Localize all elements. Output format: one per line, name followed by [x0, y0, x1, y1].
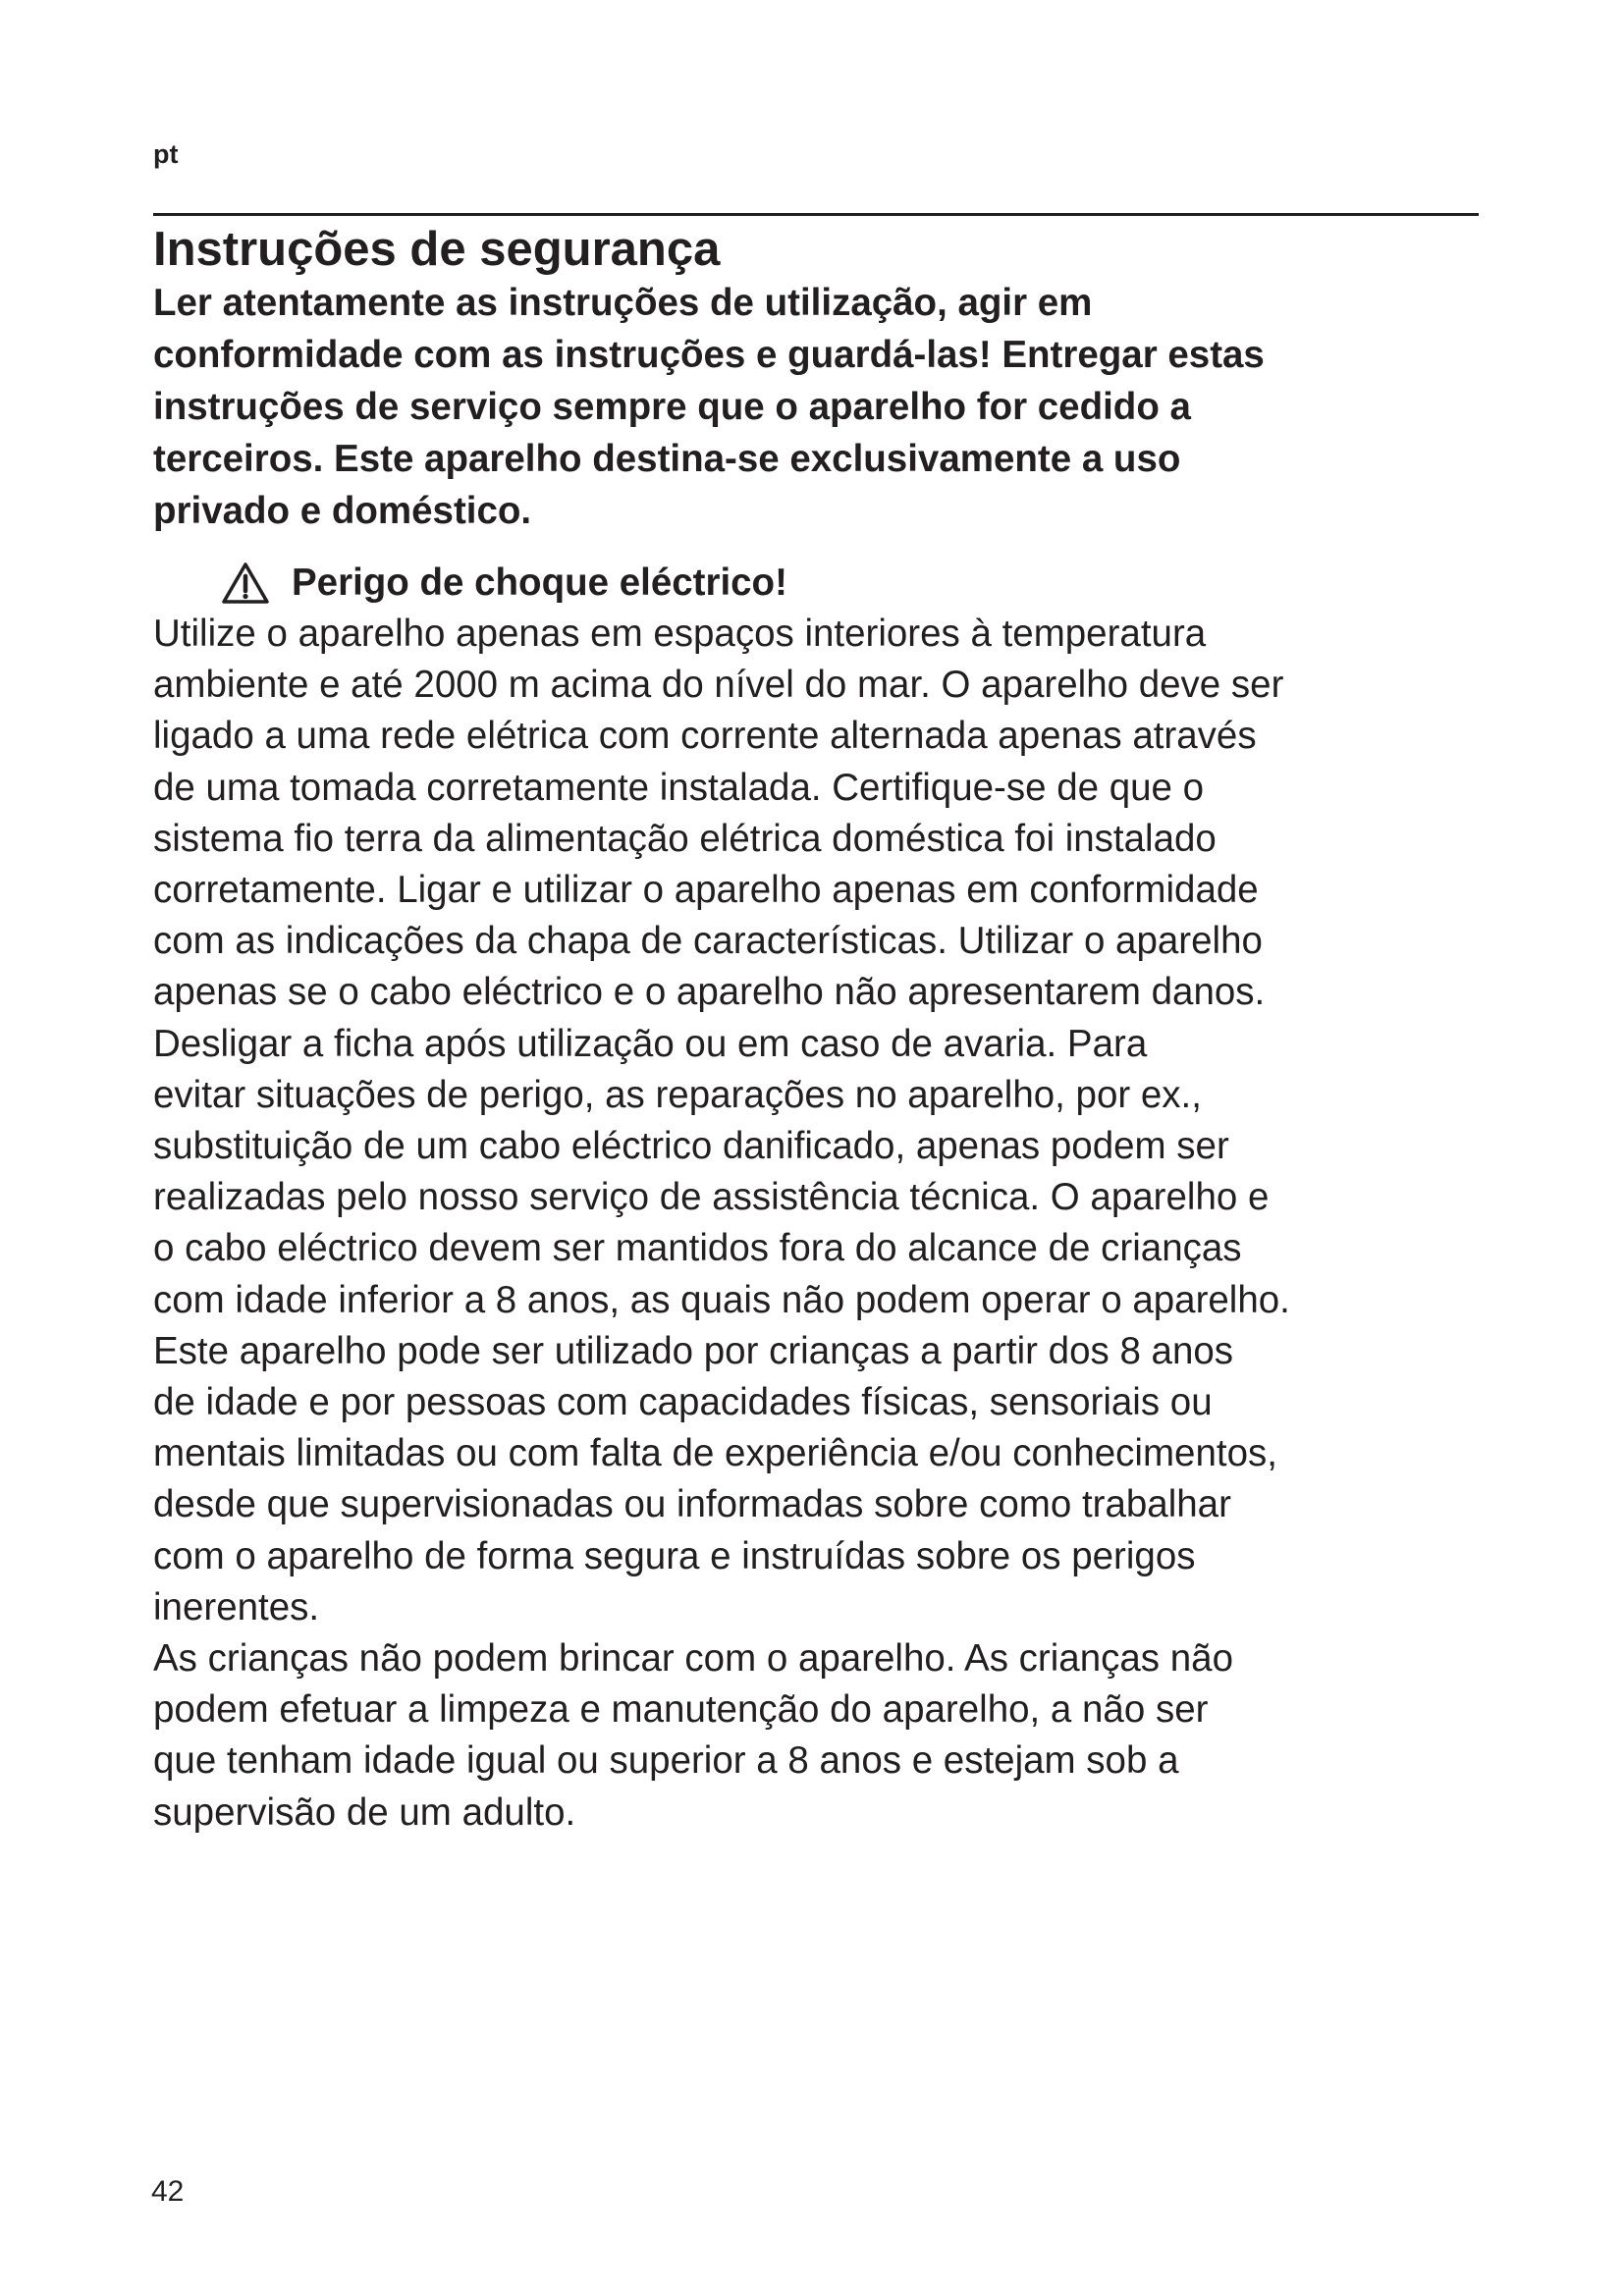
body-line: realizadas pelo nosso serviço de assistência técnica. O aparelho e: [153, 1176, 1270, 1219]
warning-heading: Perigo de choque eléctrico!: [292, 561, 787, 604]
body-line: com as indicações da chapa de características. Utilizar o aparelho: [153, 920, 1263, 963]
body-line: sistema fio terra da alimentação elétrica doméstica foi instalado: [153, 817, 1217, 860]
language-tag: pt: [153, 139, 179, 169]
body-line: inerentes.: [153, 1585, 320, 1629]
body-line: mentais limitadas ou com falta de experiência e/ou conhecimentos,: [153, 1432, 1277, 1475]
body-line: podem efetuar a limpeza e manutenção do aparelho, a não ser: [153, 1688, 1209, 1732]
body-line: que tenham idade igual ou superior a 8 anos e estejam sob a: [153, 1739, 1179, 1783]
body-line: Desligar a ficha após utilização ou em caso de avaria. Para: [153, 1022, 1148, 1065]
intro-paragraph: [153, 277, 1528, 537]
body-line: de uma tomada corretamente instalada. Certifique-se de que o: [153, 766, 1205, 809]
intro-line: conformidade com as instruções e guardá-las! Entregar estas: [153, 334, 1265, 376]
body-line: As crianças não podem brincar com o aparelho. As crianças não: [153, 1637, 1233, 1681]
safety-section: [153, 222, 1528, 1839]
body-line: Utilize o aparelho apenas em espaços interiores à temperatura: [153, 613, 1207, 655]
body-line: supervisão de um adulto.: [153, 1790, 576, 1834]
intro-line: instruções de serviço sempre que o aparelho for cedido a: [153, 386, 1191, 428]
body-line: Este aparelho pode ser utilizado por crianças a partir dos 8 anos: [153, 1329, 1234, 1372]
body-line: de idade e por pessoas com capacidades físicas, sensoriais ou: [153, 1381, 1213, 1424]
intro-line: terceiros. Este aparelho destina-se exclusivamente a uso: [153, 438, 1181, 480]
body-line: substituição de um cabo eléctrico danificado, apenas podem ser: [153, 1125, 1229, 1168]
warning-triangle-icon: [221, 561, 292, 605]
intro-line: privado e doméstico.: [153, 490, 532, 532]
header-divider: [153, 213, 1479, 216]
body-line: apenas se o cabo eléctrico e o aparelho não apresentarem danos.: [153, 971, 1266, 1014]
section-title: Instruções de segurança: [153, 223, 721, 276]
body-paragraph: [153, 609, 1528, 1839]
intro-line: Ler atentamente as instruções de utilização, agir em: [153, 282, 1093, 324]
body-line: com idade inferior a 8 anos, as quais não podem operar o aparelho.: [153, 1278, 1290, 1321]
body-line: ligado a uma rede elétrica com corrente alternada apenas através: [153, 715, 1257, 758]
body-line: o cabo eléctrico devem ser mantidos fora do alcance de crianças: [153, 1227, 1242, 1270]
body-line: corretamente. Ligar e utilizar o aparelho apenas em conformidade: [153, 869, 1259, 912]
warning-heading-row: [221, 557, 1528, 609]
body-line: ambiente e até 2000 m acima do nível do mar. O aparelho deve ser: [153, 664, 1284, 707]
body-line: com o aparelho de forma segura e instruídas sobre os perigos: [153, 1534, 1196, 1577]
body-line: evitar situações de perigo, as reparações no aparelho, por ex.,: [153, 1073, 1202, 1116]
page-number: 42: [151, 2175, 185, 2208]
body-line: desde que supervisionadas ou informadas sobre como trabalhar: [153, 1483, 1231, 1526]
